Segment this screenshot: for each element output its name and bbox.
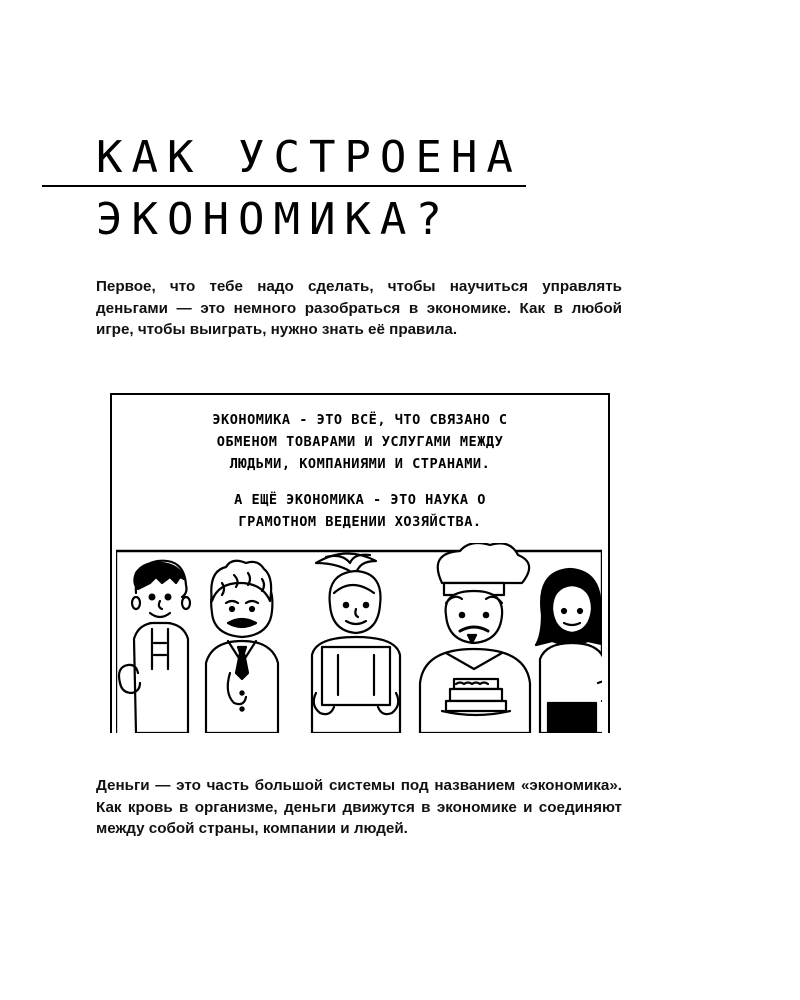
page-title-line-2: ЭКОНОМИКА? <box>96 194 451 245</box>
caption-line: ОБМЕНОМ ТОВАРАМИ И УСЛУГАМИ МЕЖДУ <box>216 434 504 450</box>
caption-line: А ЕЩЁ ЭКОНОМИКА - ЭТО НАУКА О <box>234 492 486 508</box>
character-businessman-icon <box>206 561 278 733</box>
characters-illustration <box>116 543 602 733</box>
caption-line: ЛЮДЬМИ, КОМПАНИЯМИ И СТРАНАМИ. <box>229 456 491 472</box>
character-woman-icon <box>536 569 602 733</box>
outro-paragraph: Деньги — это часть большой системы под названием «экономика». Как кровь в организме, деньги движутся в экономике и соединяют между собой страны, компании и людей. <box>96 777 622 837</box>
character-girl-icon <box>312 553 400 733</box>
title-divider <box>42 185 526 187</box>
caption-line: ЭКОНОМИКА - ЭТО ВСЁ, ЧТО СВЯЗАНО С <box>212 412 508 428</box>
comic-caption <box>122 409 598 533</box>
comic-panel <box>110 393 610 733</box>
page-title-line-1: КАК УСТРОЕНА <box>96 132 522 183</box>
character-boy-icon <box>119 561 190 733</box>
intro-paragraph: Первое, что тебе надо сделать, чтобы научиться управлять деньгами — это немного разобраться в экономике. Как в любой игре, чтобы выиграть, нужно знать её правила. <box>96 278 622 338</box>
caption-line: ГРАМОТНОМ ВЕДЕНИИ ХОЗЯЙСТВА. <box>238 514 482 530</box>
character-chef-icon <box>420 543 530 733</box>
